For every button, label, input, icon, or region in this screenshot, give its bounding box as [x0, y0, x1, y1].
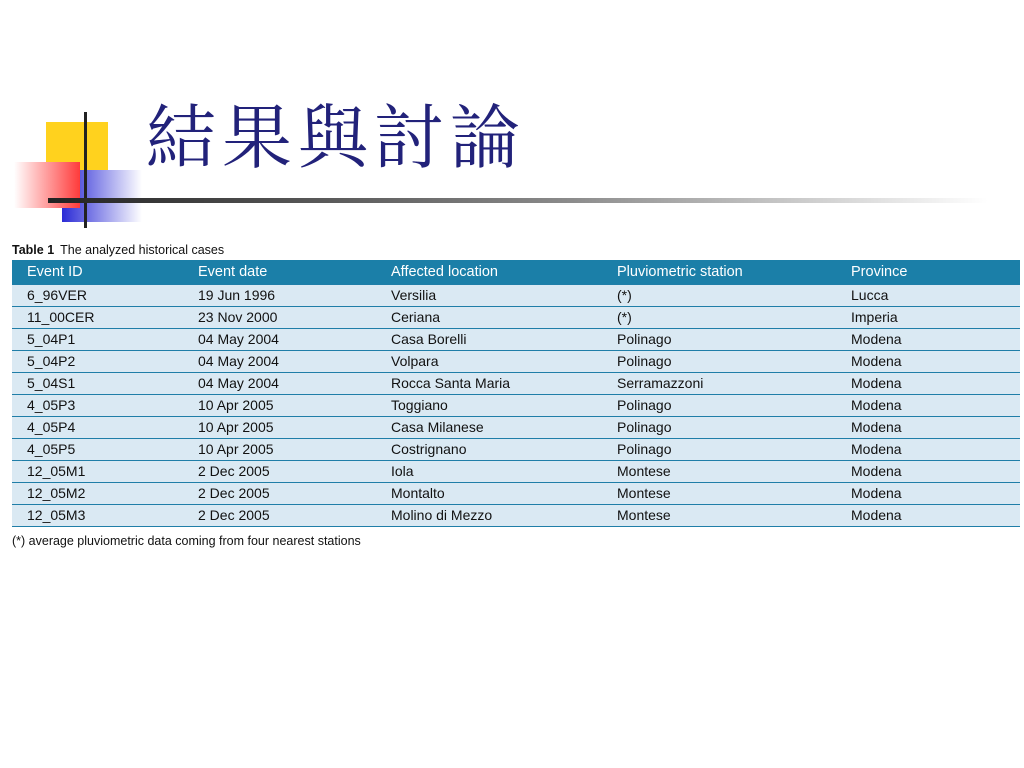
province-cell: Modena [836, 417, 1020, 439]
table-footnote: (*) average pluviometric data coming from four nearest stations [12, 534, 361, 548]
event-date-cell: 10 Apr 2005 [183, 417, 376, 439]
affected-location-cell: Casa Borelli [376, 329, 602, 351]
province-cell: Lucca [836, 285, 1020, 307]
table-row [12, 373, 1020, 395]
affected-location-cell: Molino di Mezzo [376, 505, 602, 527]
pluviometric-station-cell: (*) [602, 307, 836, 329]
affected-location-cell: Rocca Santa Maria [376, 373, 602, 395]
table-row [12, 285, 1020, 307]
table-header-row [12, 260, 1020, 285]
event-id-cell: 4_05P4 [12, 417, 183, 439]
pluviometric-station-cell: Polinago [602, 329, 836, 351]
event-id-cell: 5_04P2 [12, 351, 183, 373]
table-block [12, 240, 1020, 548]
province-cell: Modena [836, 505, 1020, 527]
affected-location-cell: Costrignano [376, 439, 602, 461]
event-date-cell: 23 Nov 2000 [183, 307, 376, 329]
table-row [12, 417, 1020, 439]
event-date-cell: 10 Apr 2005 [183, 439, 376, 461]
column-header-event-date: Event date [183, 260, 376, 285]
slide-title: 結果與討論 [146, 97, 526, 179]
table-row [12, 307, 1020, 329]
affected-location-cell: Casa Milanese [376, 417, 602, 439]
affected-location-cell: Volpara [376, 351, 602, 373]
column-header-affected-location: Affected location [376, 260, 602, 285]
table-row [12, 505, 1020, 527]
event-id-cell: 5_04S1 [12, 373, 183, 395]
pluviometric-station-cell: Montese [602, 461, 836, 483]
affected-location-cell: Toggiano [376, 395, 602, 417]
event-id-cell: 11_00CER [12, 307, 183, 329]
column-header-province: Province [836, 260, 1020, 285]
pluviometric-station-cell: Polinago [602, 395, 836, 417]
affected-location-cell: Ceriana [376, 307, 602, 329]
table-row [12, 329, 1020, 351]
province-cell: Modena [836, 395, 1020, 417]
province-cell: Modena [836, 373, 1020, 395]
event-date-cell: 04 May 2004 [183, 373, 376, 395]
deco-horizontal-line [48, 198, 988, 203]
pluviometric-station-cell: Polinago [602, 417, 836, 439]
deco-vertical-line [84, 112, 87, 228]
province-cell: Modena [836, 461, 1020, 483]
pluviometric-station-cell: Polinago [602, 351, 836, 373]
event-id-cell: 12_05M1 [12, 461, 183, 483]
event-date-cell: 2 Dec 2005 [183, 461, 376, 483]
province-cell: Modena [836, 483, 1020, 505]
event-id-cell: 5_04P1 [12, 329, 183, 351]
event-id-cell: 6_96VER [12, 285, 183, 307]
table-row [12, 351, 1020, 373]
affected-location-cell: Montalto [376, 483, 602, 505]
event-date-cell: 04 May 2004 [183, 329, 376, 351]
pluviometric-station-cell: Serramazzoni [602, 373, 836, 395]
table-caption-label: Table 1 [12, 243, 55, 257]
pluviometric-station-cell: Montese [602, 483, 836, 505]
province-cell: Imperia [836, 307, 1020, 329]
pluviometric-station-cell: Montese [602, 505, 836, 527]
affected-location-cell: Versilia [376, 285, 602, 307]
province-cell: Modena [836, 351, 1020, 373]
event-id-cell: 4_05P3 [12, 395, 183, 417]
event-date-cell: 10 Apr 2005 [183, 395, 376, 417]
pluviometric-station-cell: (*) [602, 285, 836, 307]
table-caption [12, 240, 1020, 260]
table-row [12, 439, 1020, 461]
event-date-cell: 2 Dec 2005 [183, 483, 376, 505]
table-caption-text: The analyzed historical cases [60, 243, 225, 257]
table-body [12, 285, 1020, 527]
pluviometric-station-cell: Polinago [602, 439, 836, 461]
event-date-cell: 04 May 2004 [183, 351, 376, 373]
event-date-cell: 2 Dec 2005 [183, 505, 376, 527]
column-header-event-id: Event ID [12, 260, 183, 285]
event-id-cell: 12_05M3 [12, 505, 183, 527]
historical-cases-table [12, 260, 1020, 527]
column-header-pluviometric-station: Pluviometric station [602, 260, 836, 285]
table-row [12, 461, 1020, 483]
event-id-cell: 12_05M2 [12, 483, 183, 505]
table-row [12, 395, 1020, 417]
province-cell: Modena [836, 439, 1020, 461]
event-date-cell: 19 Jun 1996 [183, 285, 376, 307]
province-cell: Modena [836, 329, 1020, 351]
affected-location-cell: Iola [376, 461, 602, 483]
table-row [12, 483, 1020, 505]
event-id-cell: 4_05P5 [12, 439, 183, 461]
